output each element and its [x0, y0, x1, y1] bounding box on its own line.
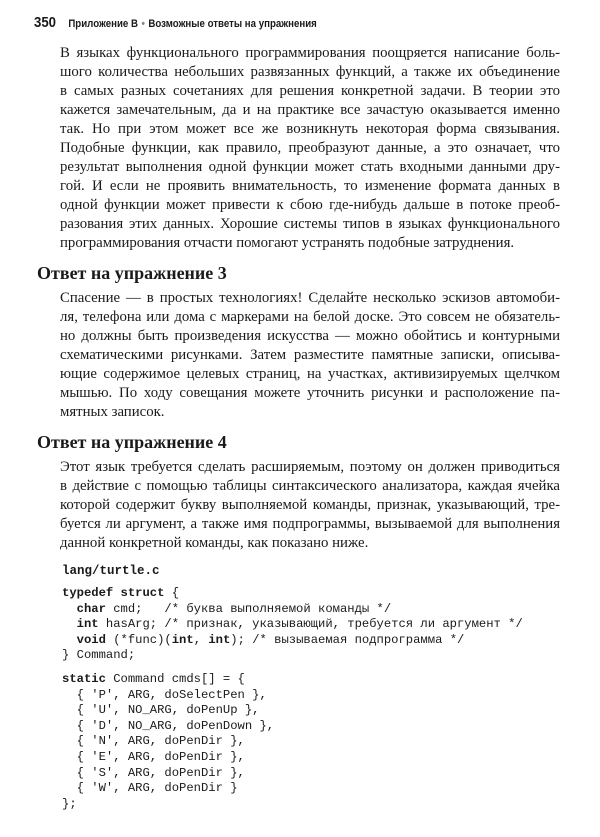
- code-line: [62, 617, 600, 633]
- code-line: [62, 797, 600, 813]
- code-line: [62, 602, 600, 618]
- book-page: [0, 14, 600, 812]
- text-line: шого количества небольших развязанных функций, а также их объединение: [60, 64, 560, 80]
- code-keyword: static: [62, 671, 106, 686]
- heading-exercise-4: Ответ на упражнение 4: [37, 432, 227, 452]
- code-line: [62, 703, 600, 719]
- code-text: { 'U', NO_ARG, doPenUp },: [62, 703, 260, 718]
- code-text: { 'W', ARG, doPenDir }: [62, 781, 238, 796]
- code-keyword: typedef struct: [62, 586, 165, 600]
- text-line: Подобные функции, как правило, преобразуют данные, а это означает, что: [60, 140, 560, 156]
- paragraph-exercise-4: [60, 458, 560, 553]
- code-text: [62, 602, 77, 616]
- code-keyword: char: [76, 601, 106, 616]
- text-line: программирования отчасти помогают устранять подобные затруднения.: [60, 235, 515, 251]
- text-line: кажется замечательным, да и на практике все зачастую оказывается именно: [60, 102, 560, 118]
- text-line: так. Но при этом может все же возникнуть некоторая форма связывания.: [60, 121, 560, 137]
- code-text: { 'S', ARG, doPenDir },: [62, 765, 245, 780]
- text-line: В языках функционального программирования поощряется написание боль-: [60, 45, 560, 61]
- code-line: [62, 648, 600, 664]
- code-text: ,: [193, 632, 209, 647]
- header-separator: •: [141, 18, 145, 30]
- code-text: { 'E', ARG, doPenDir },: [62, 749, 245, 764]
- header-title: Возможные ответы на упражнения: [148, 18, 317, 30]
- code-text: { 'D', NO_ARG, doPenDown },: [62, 718, 275, 733]
- code-text: hasArg; /* признак, указывающий, требуется ли аргумент */: [98, 617, 523, 632]
- code-cmds-table: [62, 672, 600, 812]
- code-line: [62, 766, 600, 782]
- code-keyword: int: [76, 617, 99, 632]
- code-text: { 'N', ARG, doPenDir },: [62, 734, 245, 749]
- code-text: cmd; /* буква выполняемой команды */: [105, 601, 392, 616]
- text-line: мятных записок.: [60, 404, 165, 420]
- text-line: но должны быть произведения искусства — можно обойтись и контурными: [60, 328, 560, 344]
- code-text: } Command;: [62, 648, 136, 663]
- heading-exercise-3: Ответ на упражнение 3: [37, 263, 227, 283]
- text-line: мышью. По ходу совещания можете уточнить рисунки и расположение па-: [60, 385, 560, 401]
- code-line: [62, 734, 600, 750]
- running-header: [34, 14, 532, 36]
- text-line: в действие с помощью таблицы синтаксического анализатора, каждая ячейка: [60, 478, 560, 494]
- code-line: [62, 719, 600, 735]
- text-line: разования этих данных. Хорошие системы типов в языках функционального: [60, 216, 560, 232]
- code-text: [62, 633, 77, 647]
- code-line: [62, 781, 600, 797]
- code-keyword: int: [208, 632, 231, 647]
- code-line: [62, 633, 600, 649]
- code-line: [62, 672, 600, 688]
- text-line: которой содержит букву выполняемой команды, признак, указывающий, тре-: [60, 497, 560, 513]
- text-line: буется ли аргумент, а также имя подпрограммы, вызываемой для выполнения: [60, 516, 560, 532]
- code-typedef: [62, 586, 600, 664]
- code-text: ); /* вызываемая подпрограмма */: [230, 632, 465, 647]
- paragraph-exercise-3: [60, 289, 560, 422]
- paragraph-intro: [60, 44, 560, 253]
- code-keyword: void: [76, 632, 106, 647]
- text-line: результат выполнения одной функции может стать входными данными дру-: [60, 159, 560, 175]
- text-line: данной конкретной команды, как показано ниже.: [60, 535, 369, 551]
- text-line: Спасение — в простых технологиях! Сделайте несколько эскизов автомоби-: [60, 290, 560, 306]
- text-line: одной функции может привести к сбою где-нибудь дальше в потоке преоб-: [60, 197, 560, 213]
- code-filename: lang/turtle.c: [62, 564, 160, 578]
- code-text: [62, 617, 77, 631]
- code-text: Command cmds[] = {: [105, 671, 245, 686]
- code-text: { 'P', ARG, doSelectPen },: [62, 687, 267, 702]
- code-text: (*func)(: [105, 632, 172, 647]
- code-line: [62, 688, 600, 704]
- text-line: схематическими рисунками. Затем разместите памятные записки, описыва-: [60, 347, 560, 363]
- text-line: ля, телефона или дома с маркерами на белой доске. Это совсем не обязатель-: [60, 309, 560, 325]
- text-line: Этот язык требуется сделать расширяемым, поэтому он должен приводиться: [60, 459, 560, 475]
- page-number: 350: [34, 14, 57, 31]
- code-text: {: [164, 586, 180, 600]
- code-line: [62, 750, 600, 766]
- code-line: [62, 586, 600, 602]
- text-line: гой. И если не проявить внимательность, то изменение формата данных в: [60, 178, 560, 194]
- header-section: Приложение B: [68, 18, 138, 30]
- text-line: в самых разных сочетаниях для решения конкретной задачи. В теории это: [60, 83, 560, 99]
- text-line: ющие содержимое целевых страниц, на участках, активизируемых щелчком: [60, 366, 560, 382]
- code-keyword: int: [171, 632, 194, 647]
- code-text: };: [62, 796, 77, 811]
